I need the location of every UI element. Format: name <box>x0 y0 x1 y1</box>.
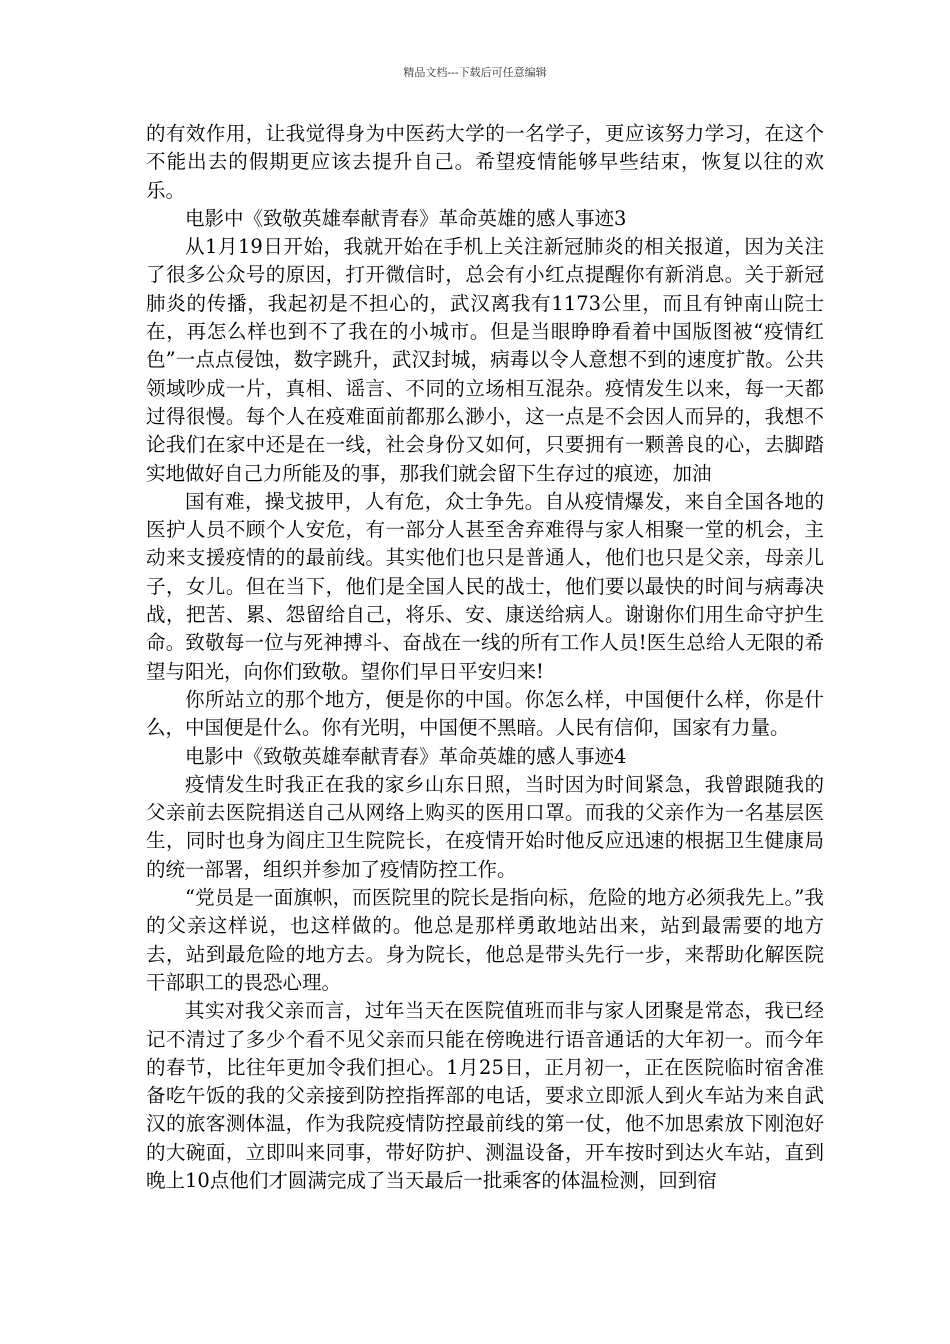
section-heading: 电影中《致敬英雄奉献青春》革命英雄的感人事迹4 <box>185 744 627 768</box>
paragraph: 疫情发生时我正在我的家乡山东日照，当时因为时间紧急，我曾跟随我的父亲前去医院捐送自己从网络上购买的医用口罩。而我的父亲作为一名基层医生，同时也身为阎庄卫生院院长，在疫情开始时他反应迅速的根据卫生健康局的统一部署，组织并参加了疫情防控工作。 <box>146 772 824 881</box>
paragraph: 国有难，操戈披甲，人有危，众士争先。自从疫情爆发，来自全国各地的医护人员不顾个人安危，有一部分人甚至舍弃难得与家人相聚一堂的机会，主动来支援疫情的的最前线。其实他们也只是普通人，他们也只是父亲，母亲儿子，女儿。但在当下，他们是全国人民的战士，他们要以最快的时间与病毒决战，把苦、累、怨留给自己，将乐、安、康送给病人。谢谢你们用生命守护生命。致敬每一位与死神搏斗、奋战在一线的所有工作人员!医生总给人无限的希望与阳光，向你们致敬。望你们早日平安归来! <box>146 489 824 683</box>
paragraph: “党员是一面旗帜，而医院里的院长是指向标，危险的地方必须我先上。”我的父亲这样说，也这样做的。他总是那样勇敢地站出来，站到最需要的地方去，站到最危险的地方去。身为院长，他总是带头先行一步，来帮助化解医院干部职工的畏恐心理。 <box>146 886 824 994</box>
paragraph: 你所站立的那个地方，便是你的中国。你怎么样，中国便什么样，你是什么，中国便是什么。你有光明，中国便不黑暗。人民有信仰，国家有力量。 <box>146 687 824 740</box>
paragraph: 从1月19日开始，我就开始在手机上关注新冠肺炎的相关报道，因为关注了很多公众号的原因，打开微信时，总会有小红点提醒你有新消息。关于新冠肺炎的传播，我起初是不担心的，武汉离我有1173公里，而且有钟南山院士在，再怎么样也到不了我在的小城市。但是当眼睁睁看着中国版图被“疫情红色”一点点侵蚀，数字跳升，武汉封城，病毒以令人意想不到的速度扩散。公共领域吵成一片，真相、谣言、不同的立场相互混杂。疫情发生以来，每一天都过得很慢。每个人在疫难面前都那么渺小，这一点是不会因人而异的，我想不论我们在家中还是在一线，社会身份又如何，只要拥有一颗善良的心，去脚踏实地做好自己力所能及的事，那我们就会留下生存过的痕迹，加油 <box>146 235 824 485</box>
paragraph: 其实对我父亲而言，过年当天在医院值班而非与家人团聚是常态，我已经记不清过了多少个看不见父亲而只能在傍晚进行语音通话的大年初一。而今年的春节，比往年更加令我们担心。1月25日，正月初一，正在医院临时宿舍准备吃午饭的我的父亲接到防控指挥部的电话，要求立即派人到火车站为来自武汉的旅客测体温，作为我院疫情防控最前线的第一仗，他不加思索放下刚泡好的大碗面，立即叫来同事，带好防护、测温设备，开车按时到达火车站，直到晚上10点他们才圆满完成了当天最后一批乘客的体温检测，回到宿 <box>146 999 824 1192</box>
paragraph: 的有效作用，让我觉得身为中医药大学的一名学子，更应该努力学习，在这个不能出去的假期更应该去提升自己。希望疫情能够早些结束，恢复以往的欢乐。 <box>146 122 824 202</box>
page-header: 精品文档---下载后可任意编辑 <box>403 66 547 79</box>
document-body <box>146 120 824 1195</box>
section-heading: 电影中《致敬英雄奉献青春》革命英雄的感人事迹3 <box>185 206 627 230</box>
